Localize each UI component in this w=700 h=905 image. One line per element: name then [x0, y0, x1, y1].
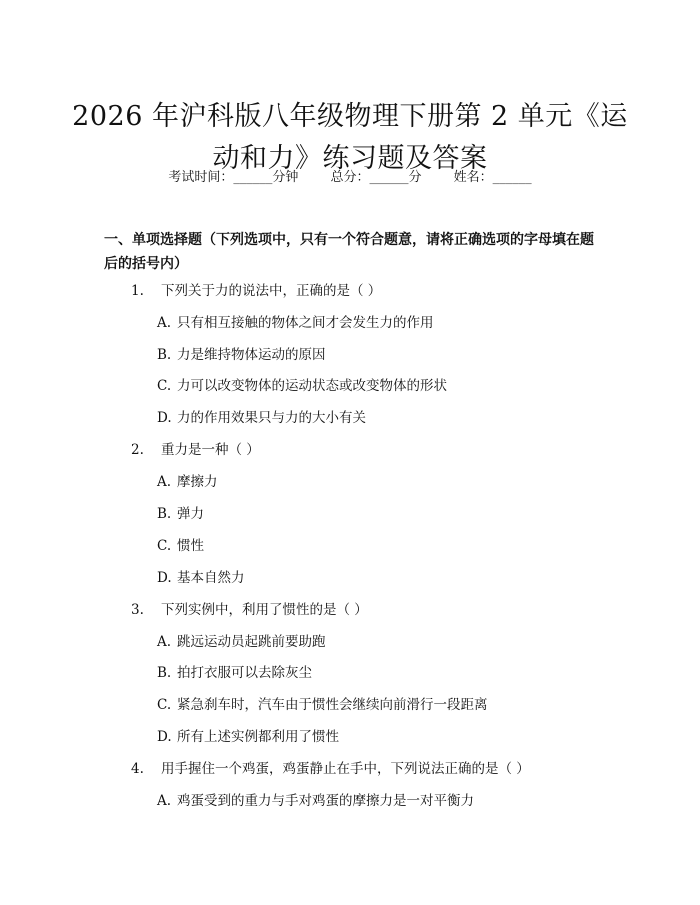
question-3-option-a	[157, 632, 326, 652]
option-letter: B.	[157, 665, 172, 681]
option-text: 鸡蛋受到的重力与手对鸡蛋的摩擦力是一对平衡力	[177, 793, 474, 809]
section-heading: 一、单项选择题（下列选项中，只有一个符合题意，请将正确选项的字母填在题后的括号内）	[104, 232, 594, 272]
option-text: 只有相互接触的物体之间才会发生力的作用	[177, 315, 434, 331]
option-text: 拍打衣服可以去除灰尘	[177, 665, 312, 681]
question-2	[131, 440, 260, 460]
question-3	[131, 600, 368, 620]
exam-time-field: 考试时间：______分钟	[168, 170, 299, 185]
question-2-option-b	[157, 504, 204, 524]
question-4	[131, 759, 530, 779]
option-text: 力可以改变物体的运动状态或改变物体的形状	[177, 378, 447, 394]
option-letter: A.	[157, 793, 172, 809]
question-1-option-c	[157, 376, 447, 396]
option-letter: B.	[157, 506, 172, 522]
question-1-option-d	[157, 408, 366, 428]
question-2-option-d	[157, 568, 245, 588]
question-2-option-c	[157, 536, 204, 556]
option-text: 弹力	[177, 506, 204, 522]
option-text: 力是维持物体运动的原因	[177, 347, 326, 363]
exam-info-row	[0, 168, 700, 188]
question-stem: 下列关于力的说法中，正确的是（ ）	[161, 283, 382, 299]
option-text: 跳远运动员起跳前要助跑	[177, 634, 326, 650]
question-stem: 下列实例中，利用了惯性的是（ ）	[161, 602, 368, 618]
question-4-option-a	[157, 791, 474, 811]
question-stem: 重力是一种（ ）	[161, 442, 260, 458]
option-letter: C.	[157, 378, 172, 394]
option-letter: D.	[157, 729, 172, 745]
question-1-option-a	[157, 313, 434, 333]
question-1	[131, 281, 381, 301]
student-name-field: 姓名：______	[453, 170, 532, 185]
option-text: 所有上述实例都利用了惯性	[177, 729, 339, 745]
option-letter: B.	[157, 347, 172, 363]
question-3-option-d	[157, 727, 339, 747]
option-letter: D.	[157, 410, 172, 426]
question-3-option-c	[157, 695, 488, 715]
title-line-2: 动和力》练习题及答案	[212, 143, 488, 175]
option-letter: D.	[157, 570, 172, 586]
question-2-option-a	[157, 472, 218, 492]
option-text: 摩擦力	[177, 474, 218, 490]
option-text: 惯性	[177, 538, 204, 554]
question-3-option-b	[157, 663, 312, 683]
option-letter: C.	[157, 697, 172, 713]
option-text: 力的作用效果只与力的大小有关	[177, 410, 366, 426]
total-score-field: 总分：______分	[330, 170, 422, 185]
question-number: 3.	[131, 602, 144, 618]
question-number: 4.	[131, 761, 144, 777]
option-letter: A.	[157, 634, 172, 650]
option-letter: A.	[157, 315, 172, 331]
option-text: 紧急刹车时，汽车由于惯性会继续向前滑行一段距离	[177, 697, 488, 713]
question-number: 2.	[131, 442, 144, 458]
option-letter: A.	[157, 474, 172, 490]
option-text: 基本自然力	[177, 570, 245, 586]
question-stem: 用手握住一个鸡蛋，鸡蛋静止在手中，下列说法正确的是（ ）	[161, 761, 530, 777]
question-number: 1.	[131, 283, 144, 299]
question-1-option-b	[157, 345, 326, 365]
title-line-1: 2026 年沪科版八年级物理下册第 2 单元《运	[72, 101, 628, 133]
option-letter: C.	[157, 538, 172, 554]
